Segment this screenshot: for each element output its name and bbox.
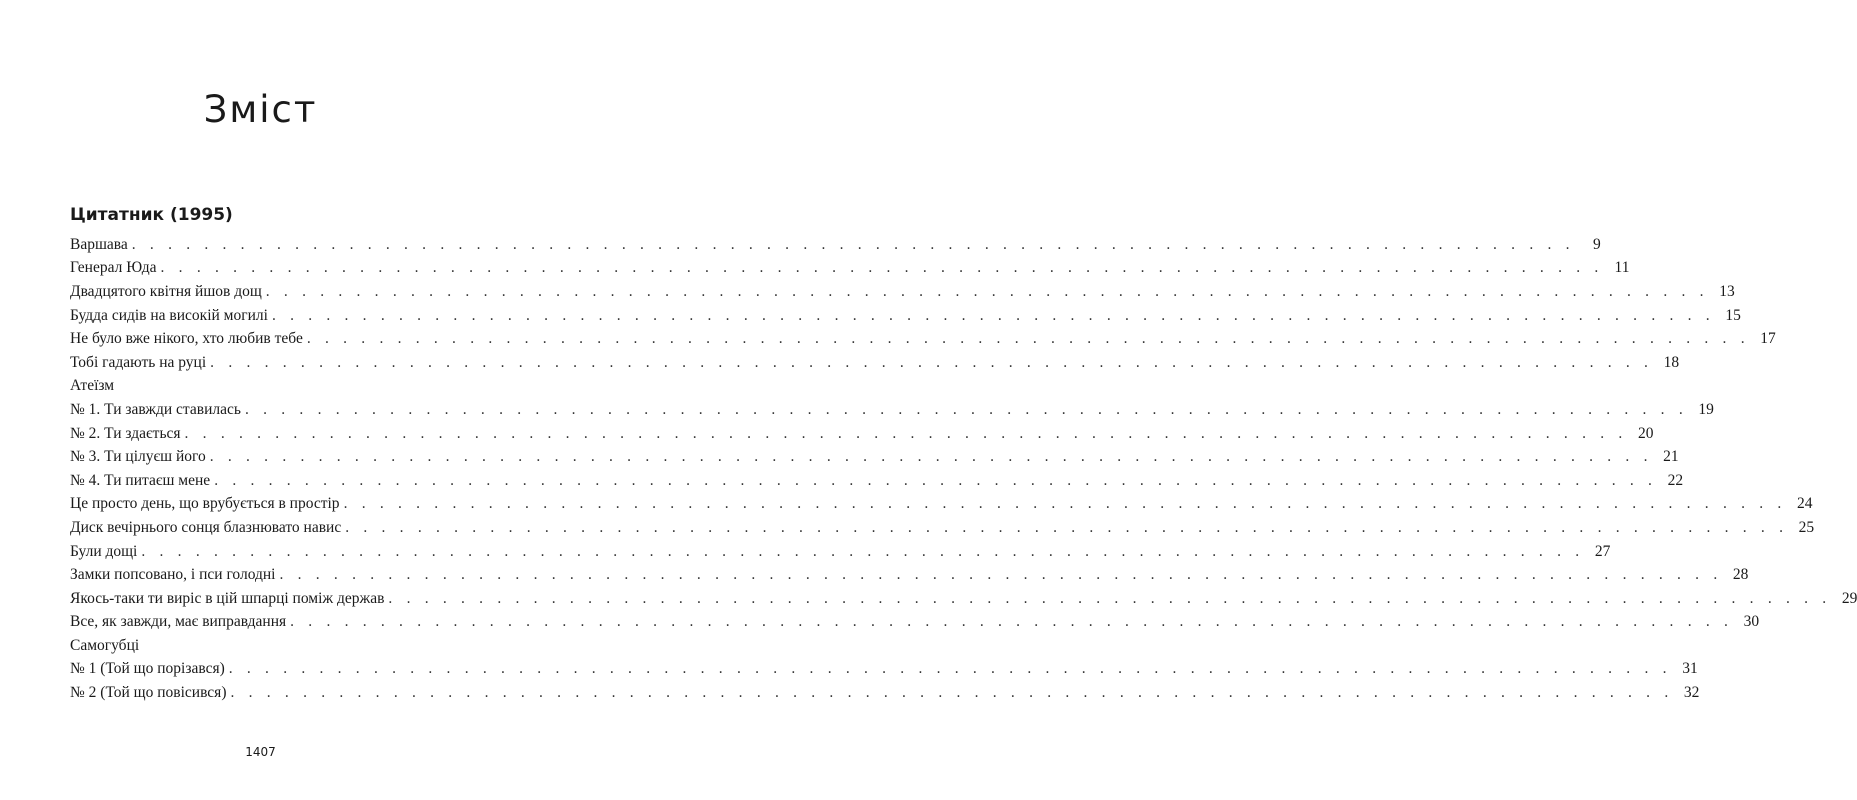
- toc-entry-title: № 4. Ти питаєш мене: [70, 471, 211, 489]
- toc-group-heading: Самогубці: [70, 636, 140, 654]
- toc-entry-page: 27: [1594, 542, 1611, 560]
- dot-leader: . . . . . . . . . . . . . . . . . . . . . . . . . . . . . . . . . . . . . . . . . . . . . . . . . . . . . . . . . . . . . . . . . . . . . . . . . . . . . . . .: [279, 566, 1723, 584]
- toc-entry-page: 15: [1725, 306, 1741, 324]
- section-heading: Цитатник (1995): [70, 205, 233, 225]
- dot-leader: . . . . . . . . . . . . . . . . . . . . . . . . . . . . . . . . . . . . . . . . . . . . . . . . . . . . . . . . . . . . . . . . . . . . . . . . . . . . . . . .: [184, 424, 1628, 442]
- toc-entry-title: Якось-таки ти виріс в цій шпарці поміж держав: [70, 589, 385, 607]
- toc-entry[interactable]: [70, 398, 1714, 422]
- toc-entry[interactable]: [70, 233, 1601, 257]
- toc-entry-title: № 3. Ти цілуєш його: [70, 448, 206, 466]
- toc-entry-page: 21: [1663, 448, 1679, 466]
- toc-entry-page: 24: [1797, 495, 1813, 513]
- dot-leader: . . . . . . . . . . . . . . . . . . . . . . . . . . . . . . . . . . . . . . . . . . . . . . . . . . . . . . . . . . . . . . . . . . . . . . . . . . . . . . . .: [244, 400, 1688, 418]
- toc-entry-title: Будда сидів на високій могилі: [70, 306, 268, 324]
- toc-entry-page: 22: [1667, 471, 1684, 489]
- toc-entry[interactable]: [70, 445, 1679, 469]
- toc-entry[interactable]: [70, 257, 1630, 281]
- toc-entry[interactable]: [70, 304, 1741, 328]
- toc-group-heading: Атеїзм: [70, 377, 115, 395]
- toc-entry[interactable]: [70, 540, 1611, 564]
- toc-entry[interactable]: [70, 516, 1815, 540]
- toc-entry[interactable]: [70, 422, 1654, 446]
- toc-entry-page: 25: [1798, 518, 1815, 536]
- toc-entry-title: № 2 (Той що повісився): [70, 684, 227, 702]
- toc-entry-page: 28: [1732, 566, 1749, 584]
- toc-entry[interactable]: [70, 658, 1698, 682]
- toc-entry[interactable]: [70, 280, 1735, 304]
- toc-entry[interactable]: [70, 493, 1813, 517]
- dot-leader: . . . . . . . . . . . . . . . . . . . . . . . . . . . . . . . . . . . . . . . . . . . . . . . . . . . . . . . . . . . . . . . . . . . . . . . . . . . . . . . .: [131, 235, 1575, 253]
- toc-entry-page: 29: [1841, 589, 1857, 607]
- toc-entry-page: 31: [1682, 660, 1698, 678]
- toc-entry-title: Все, як завжди, має виправдання: [70, 613, 287, 631]
- dot-leader: . . . . . . . . . . . . . . . . . . . . . . . . . . . . . . . . . . . . . . . . . . . . . . . . . . . . . . . . . . . . . . . . . . . . . . . . . . . . . . . .: [228, 660, 1672, 678]
- dot-leader: . . . . . . . . . . . . . . . . . . . . . . . . . . . . . . . . . . . . . . . . . . . . . . . . . . . . . . . . . . . . . . . . . . . . . . . . . . . . . . . .: [345, 518, 1789, 536]
- toc-entry-page: 19: [1698, 400, 1714, 418]
- toc-entry[interactable]: [70, 351, 1680, 375]
- toc-entry[interactable]: [70, 469, 1684, 493]
- toc-entry-page: 9: [1592, 235, 1601, 253]
- toc-entry-title: Тобі гадають на руці: [70, 353, 207, 371]
- toc-entry[interactable]: [70, 587, 1857, 611]
- toc-entry-page: 32: [1683, 684, 1700, 702]
- toc-entry-title: Генерал Юда: [70, 259, 157, 277]
- toc-entry-page: 13: [1719, 282, 1735, 300]
- dot-leader: . . . . . . . . . . . . . . . . . . . . . . . . . . . . . . . . . . . . . . . . . . . . . . . . . . . . . . . . . . . . . . . . . . . . . . . . . . . . . . . .: [265, 282, 1709, 300]
- dot-leader: . . . . . . . . . . . . . . . . . . . . . . . . . . . . . . . . . . . . . . . . . . . . . . . . . . . . . . . . . . . . . . . . . . . . . . . . . . . . . . . .: [141, 542, 1585, 560]
- toc-entry-title: Двадцятого квітня йшов дощ: [70, 282, 262, 300]
- toc-entry-title: № 1 (Той що порізався): [70, 660, 225, 678]
- dot-leader: . . . . . . . . . . . . . . . . . . . . . . . . . . . . . . . . . . . . . . . . . . . . . . . . . . . . . . . . . . . . . . . . . . . . . . . . . . . . . . . .: [214, 471, 1658, 489]
- toc-entry-title: Це просто день, що врубується в простір: [70, 495, 340, 513]
- toc-entry-title: Варшава: [70, 235, 128, 253]
- table-of-contents: [70, 233, 1857, 705]
- toc-entry[interactable]: [70, 563, 1749, 587]
- toc-entry[interactable]: [70, 611, 1760, 635]
- page-title: Зміст: [203, 88, 318, 131]
- dot-leader: . . . . . . . . . . . . . . . . . . . . . . . . . . . . . . . . . . . . . . . . . . . . . . . . . . . . . . . . . . . . . . . . . . . . . . . . . . . . . . . .: [306, 330, 1750, 348]
- toc-entry-page: 30: [1743, 613, 1760, 631]
- toc-entry[interactable]: [70, 327, 1776, 351]
- toc-entry-title: Були дощі: [70, 542, 138, 560]
- toc-entry-page: 20: [1637, 424, 1654, 442]
- dot-leader: . . . . . . . . . . . . . . . . . . . . . . . . . . . . . . . . . . . . . . . . . . . . . . . . . . . . . . . . . . . . . . . . . . . . . . . . . . . . . . . .: [210, 353, 1654, 371]
- dot-leader: . . . . . . . . . . . . . . . . . . . . . . . . . . . . . . . . . . . . . . . . . . . . . . . . . . . . . . . . . . . . . . . . . . . . . . . . . . . . . . . .: [343, 495, 1787, 513]
- dot-leader: . . . . . . . . . . . . . . . . . . . . . . . . . . . . . . . . . . . . . . . . . . . . . . . . . . . . . . . . . . . . . . . . . . . . . . . . . . . . . . . .: [160, 259, 1604, 277]
- toc-entry-title: Не було вже нікого, хто любив тебе: [70, 330, 303, 348]
- dot-leader: . . . . . . . . . . . . . . . . . . . . . . . . . . . . . . . . . . . . . . . . . . . . . . . . . . . . . . . . . . . . . . . . . . . . . . . . . . . . . . . .: [271, 306, 1715, 324]
- dot-leader: . . . . . . . . . . . . . . . . . . . . . . . . . . . . . . . . . . . . . . . . . . . . . . . . . . . . . . . . . . . . . . . . . . . . . . . . . . . . . . . .: [388, 589, 1832, 607]
- toc-entry-title: № 1. Ти завжди ставилась: [70, 400, 241, 418]
- toc-entry-title: Диск вечірнього сонця блазнювато навис: [70, 518, 342, 536]
- page-number: 1407: [245, 745, 276, 759]
- toc-entry[interactable]: [70, 681, 1700, 705]
- toc-entry-page: 11: [1614, 259, 1630, 277]
- toc-entry-title: № 2. Ти здається: [70, 424, 181, 442]
- toc-entry-page: 18: [1663, 353, 1680, 371]
- toc-entry-title: Замки попсовано, і пси голодні: [70, 566, 276, 584]
- dot-leader: . . . . . . . . . . . . . . . . . . . . . . . . . . . . . . . . . . . . . . . . . . . . . . . . . . . . . . . . . . . . . . . . . . . . . . . . . . . . . . . .: [209, 448, 1653, 466]
- dot-leader: . . . . . . . . . . . . . . . . . . . . . . . . . . . . . . . . . . . . . . . . . . . . . . . . . . . . . . . . . . . . . . . . . . . . . . . . . . . . . . . .: [230, 684, 1674, 702]
- dot-leader: . . . . . . . . . . . . . . . . . . . . . . . . . . . . . . . . . . . . . . . . . . . . . . . . . . . . . . . . . . . . . . . . . . . . . . . . . . . . . . . .: [290, 613, 1734, 631]
- toc-entry-page: 17: [1760, 330, 1776, 348]
